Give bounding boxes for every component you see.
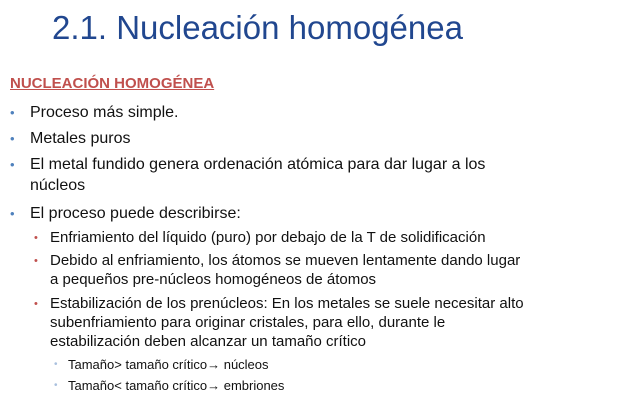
sub-sub-bullet-text: Tamaño> tamaño crítico→ núcleos	[68, 357, 269, 372]
bullet-icon: •	[10, 157, 15, 172]
sub-sub-bullet-text: Tamaño< tamaño crítico→ embriones	[68, 378, 285, 393]
bullet-icon: •	[10, 105, 15, 120]
bullet-icon: •	[10, 206, 15, 221]
bullet-icon: •	[10, 131, 15, 146]
bullet-text: Proceso más simple.	[30, 104, 179, 121]
bullet-text: El proceso puede describirse:	[30, 205, 241, 222]
sub-bullet-text-line2: a pequeños pre-núcleos homogéneos de átomos	[50, 271, 377, 288]
sub-bullet-text: Enfriamiento del líquido (puro) por debajo de la T de solidificación	[50, 229, 486, 246]
sub-sub-bullet-icon: •	[54, 359, 58, 370]
sub-sub-bullet-icon: •	[54, 380, 58, 391]
sub-bullet-icon: •	[34, 255, 38, 267]
sub-bullet-text-line2: subenfriamiento para originar cristales, para ello, durante le	[50, 314, 446, 331]
sub-bullet-text-line1: Debido al enfriamiento, los átomos se mueven lentamente dando lugar	[50, 252, 521, 269]
sub-bullet-text-line1: Estabilización de los prenúcleos: En los metales se suele necesitar alto	[50, 295, 524, 312]
bullet-text-line1: El metal fundido genera ordenación atómica para dar lugar a los	[30, 156, 486, 173]
sub-bullet-text-line3: estabilización deben alcanzar un tamaño crítico	[50, 333, 367, 350]
bullet-text-line2: núcleos	[30, 177, 86, 194]
sub-bullet-icon: •	[34, 298, 38, 310]
slide-title: 2.1. Nucleación homogénea	[52, 9, 463, 46]
sub-bullet-icon: •	[34, 232, 38, 244]
bullet-text: Metales puros	[30, 130, 131, 147]
section-heading: NUCLEACIÓN HOMOGÉNEA	[10, 75, 215, 92]
